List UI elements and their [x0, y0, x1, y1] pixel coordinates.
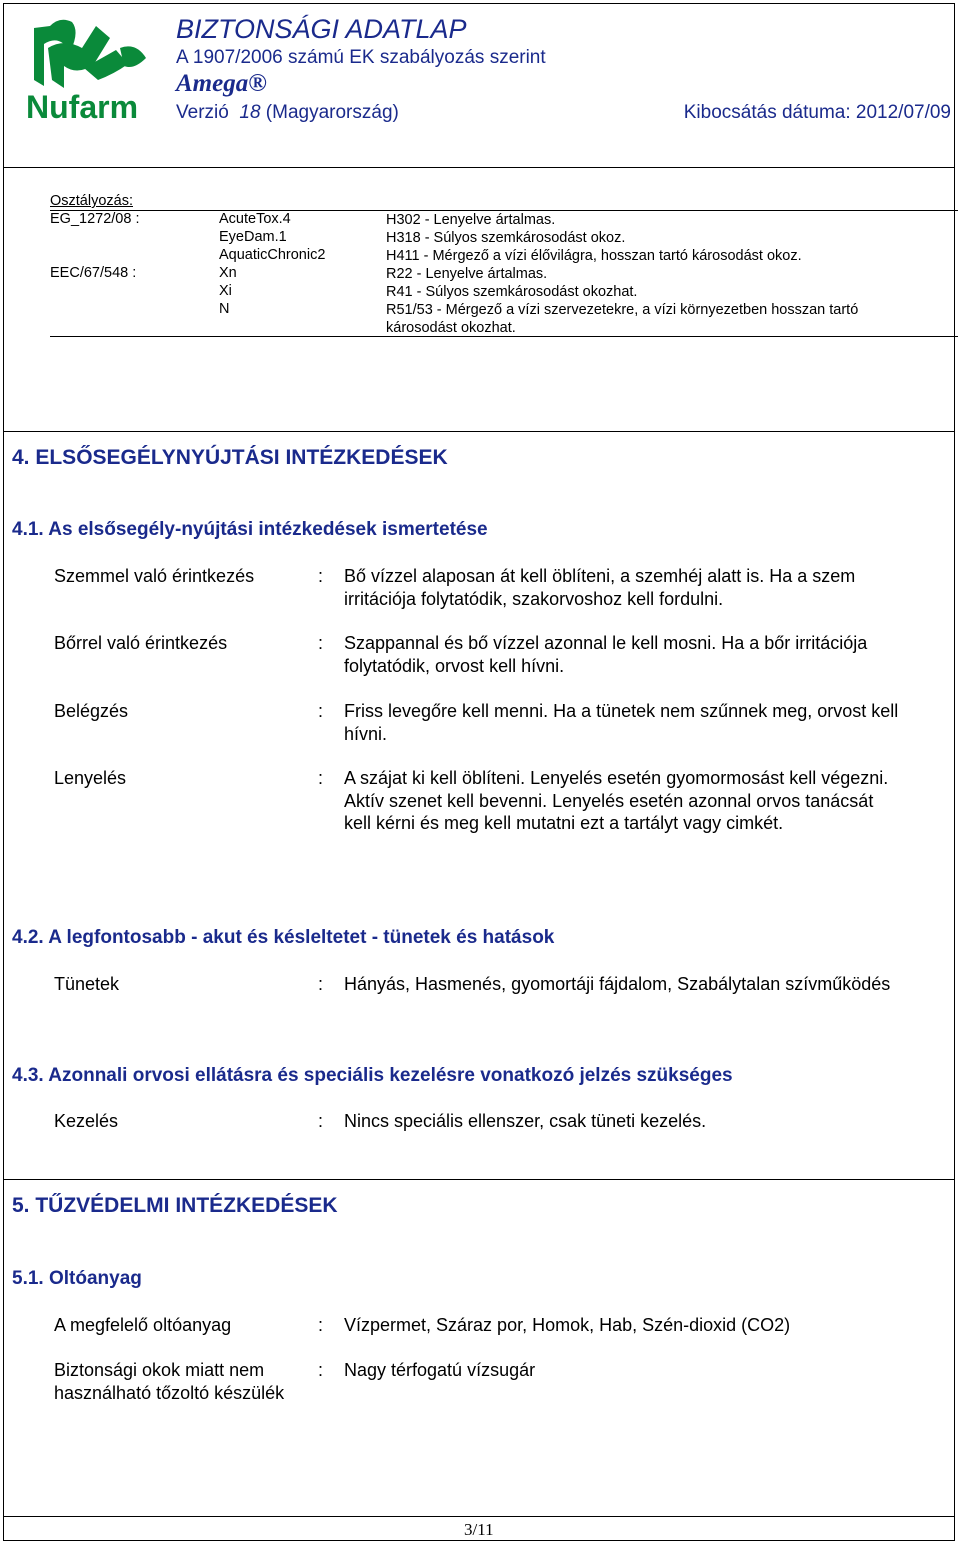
logo-wordmark: Nufarm: [26, 89, 139, 122]
nufarm-logo: [24, 18, 154, 122]
classification-phrase: H411 - Mérgező a vízi élővilágra, hosszan tartó károsodást okoz.: [386, 248, 802, 264]
item-colon: :: [318, 1315, 324, 1335]
item-value: Nincs speciális ellenszer, csak tüneti kezelés.: [344, 1111, 707, 1131]
classification-bottom-rule: [50, 336, 958, 337]
regulation-line: A 1907/2006 számú EK szabályozás szerint: [176, 47, 546, 68]
item-value: Szappannal és bő vízzel azonnal le kell mosni. Ha a bőr irritációja folytatódik, orvost kell hívni.: [344, 633, 868, 676]
classification-code: Xn: [219, 265, 237, 281]
item-value: Bő vízzel alaposan át kell öblíteni, a szemhéj alatt is. Ha a szem irritációja folytatódik, szakorvoshoz kell fordulni.: [344, 566, 856, 609]
page-number: 3/11: [464, 1520, 494, 1539]
product-bar: [169, 69, 954, 101]
item-value: Hányás, Hasmenés, gyomortáji fájdalom, Szabálytalan szívműködés: [344, 974, 891, 994]
document-title: BIZTONSÁGI ADATLAP: [176, 14, 467, 44]
product-name: Amega®: [176, 70, 267, 97]
item-label: Kezelés: [54, 1111, 119, 1131]
classification-code: Xi: [219, 283, 232, 299]
section-4-3-title: 4.3. Azonnali orvosi ellátásra és speciális kezelésre vonatkozó jelzés szükséges: [12, 1065, 733, 1086]
version-line: [176, 102, 399, 124]
item-label: Lenyelés: [54, 768, 127, 788]
classification-phrase: H302 - Lenyelve ártalmas.: [386, 212, 556, 228]
item-colon: :: [318, 701, 324, 721]
document-page: [3, 3, 955, 1541]
section-4-1-title: 4.1. As elsősegély-nyújtási intézkedések ismertetése: [12, 519, 488, 540]
section-4-title: 4. ELSŐSEGÉLYNYÚJTÁSI INTÉZKEDÉSEK: [12, 446, 448, 469]
classification-phrase: H318 - Súlyos szemkárosodást okoz.: [386, 230, 626, 246]
section-separator: [4, 431, 954, 432]
document-header: [4, 4, 954, 168]
classification-phrase: R22 - Lenyelve ártalmas.: [386, 266, 548, 282]
section-separator: [4, 1179, 954, 1180]
item-colon: :: [318, 974, 324, 994]
classification-top-rule: [50, 210, 958, 211]
version-number: 18: [239, 102, 261, 123]
classification-code: AcuteTox.4: [219, 211, 291, 227]
item-value: Nagy térfogatú vízsugár: [344, 1360, 536, 1380]
item-colon: :: [318, 633, 324, 653]
classification-regulation: EEC/67/548 :: [50, 265, 137, 281]
item-label: Bőrrel való érintkezés: [54, 633, 228, 653]
item-label: A megfelelő oltóanyag: [54, 1315, 232, 1335]
item-colon: :: [318, 566, 324, 586]
version-country: (Magyarország): [265, 102, 399, 123]
classification-phrase: R41 - Súlyos szemkárosodást okozhat.: [386, 284, 638, 300]
classification-code: N: [219, 301, 230, 317]
issue-date: Kibocsátás dátuma: 2012/07/09: [683, 102, 951, 123]
footer-rule: [4, 1516, 954, 1517]
section-5-title: 5. TŰZVÉDELMI INTÉZKEDÉSEK: [12, 1194, 338, 1217]
item-value: Friss levegőre kell menni. Ha a tünetek nem szűnnek meg, orvost kell hívni.: [344, 701, 899, 744]
classification-code: AquaticChronic2: [219, 247, 326, 263]
item-value: A szájat ki kell öblíteni. Lenyelés esetén gyomormosást kell végezni. Aktív szenet kell bevenni. Lenyelés esetén azonnal orvos tanácsát kell kérni és meg kell mutatni ezt a tartályt vagy cimkét.: [344, 768, 889, 833]
classification-phrase: R51/53 - Mérgező a vízi szervezetekre, a vízi környezetben hosszan tartó károsodást okozhat.: [386, 302, 859, 336]
section-5-1-title: 5.1. Oltóanyag: [12, 1268, 142, 1289]
item-label: Belégzés: [54, 701, 129, 721]
section-4-2-title: 4.2. A legfontosabb - akut és késleltetet - tünetek és hatások: [12, 927, 555, 948]
item-value: Vízpermet, Száraz por, Homok, Hab, Szén-dioxid (CO2): [344, 1315, 791, 1335]
item-colon: :: [318, 768, 324, 788]
item-label: Szemmel való érintkezés: [54, 566, 255, 586]
classification-title: Osztályozás:: [50, 193, 133, 209]
item-label: Tünetek: [54, 974, 120, 994]
item-label: Biztonsági okok miatt nem használható tőzoltó készülék: [54, 1360, 285, 1403]
item-colon: :: [318, 1111, 324, 1131]
classification-code: EyeDam.1: [219, 229, 287, 245]
classification-regulation: EG_1272/08 :: [50, 211, 140, 227]
item-colon: :: [318, 1360, 324, 1380]
version-label: Verzió: [176, 102, 229, 123]
